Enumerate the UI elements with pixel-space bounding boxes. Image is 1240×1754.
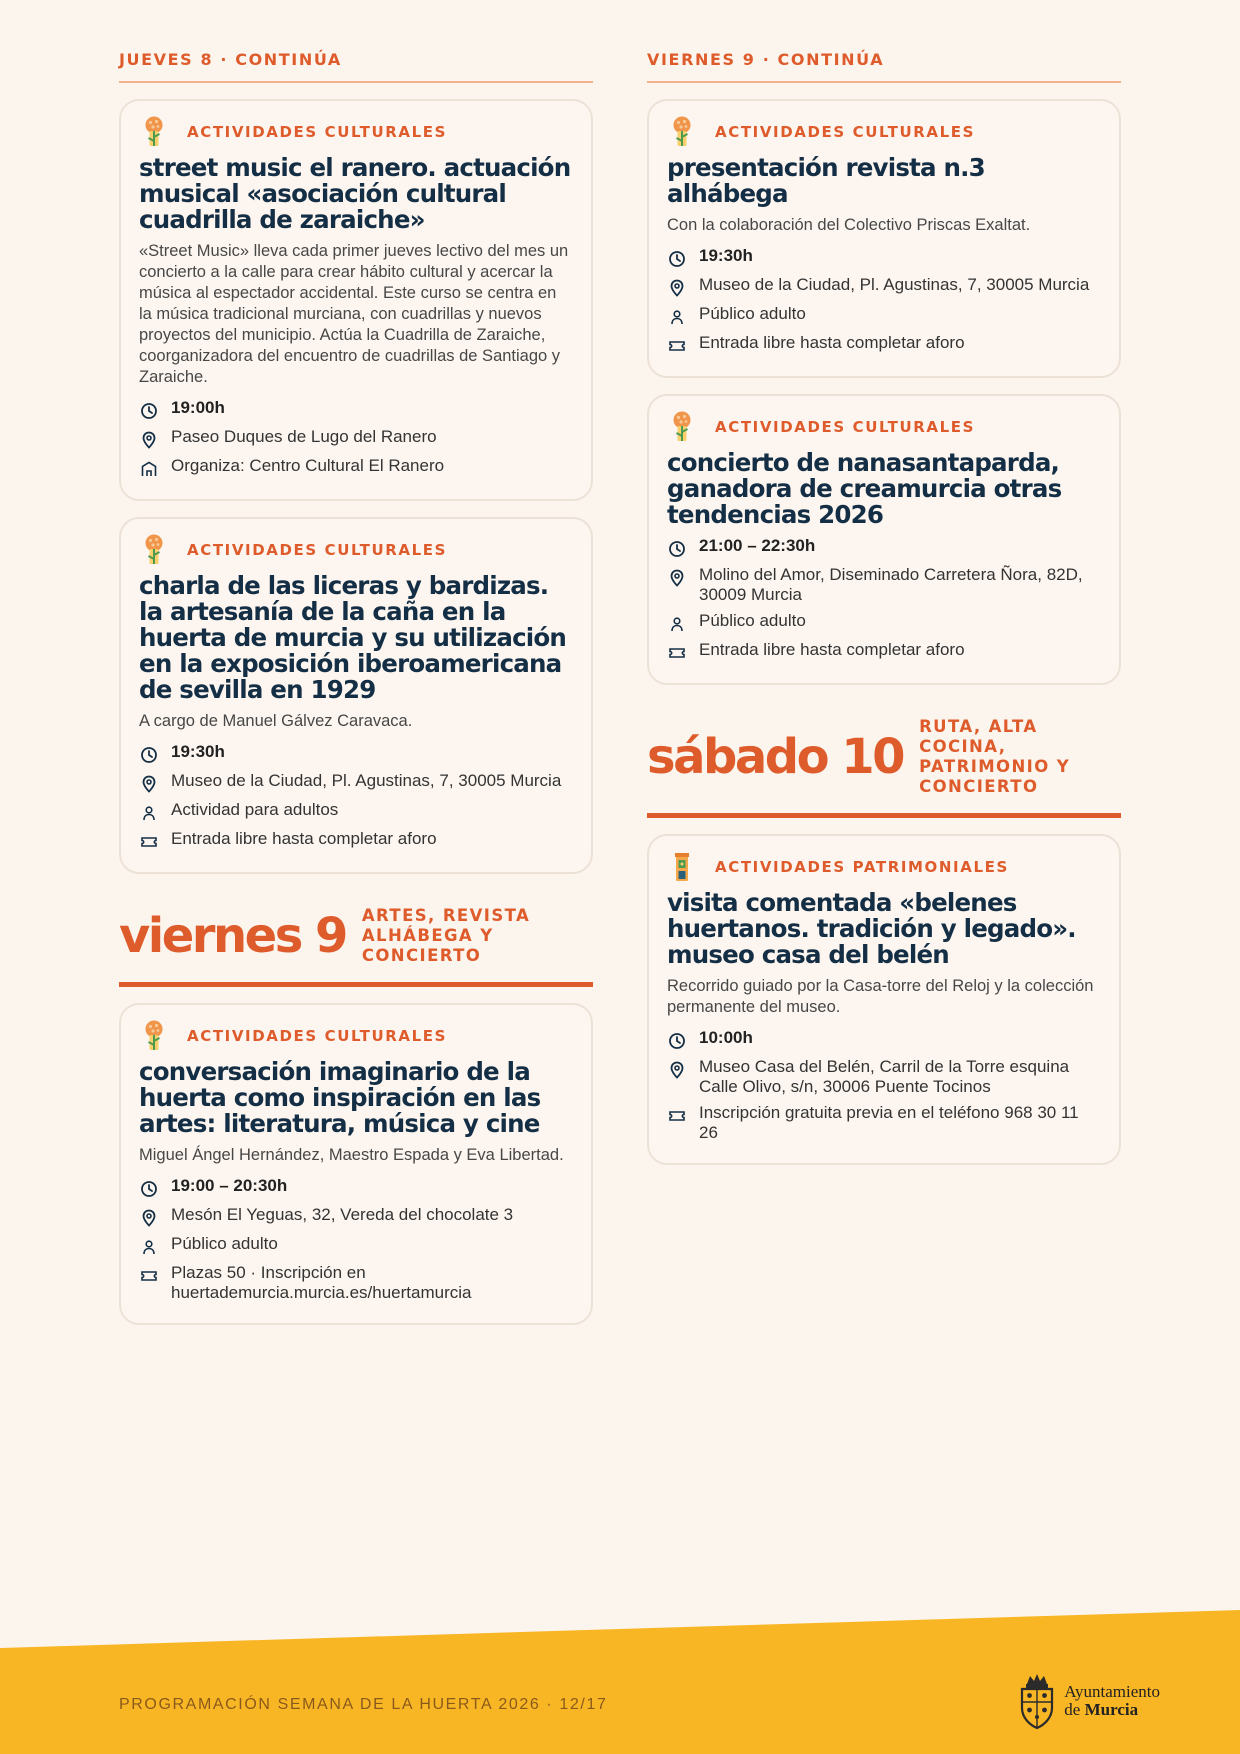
event-description: Recorrido guiado por la Casa-torre del Reloj y la colección permanente del museo. (667, 977, 1094, 1016)
clock-icon (139, 745, 159, 765)
event-description: Miguel Ángel Hernández, Maestro Espada y Eva Libertad. (139, 1146, 564, 1164)
event-title: conversación imaginario de la huerta como inspiración en las artes: literatura, música y cine (139, 1057, 541, 1138)
event-place (139, 427, 573, 450)
event-time (667, 1028, 1101, 1051)
audience-text: Público adulto (699, 611, 806, 630)
day-subtitle-line: CONCIERTO (361, 946, 482, 965)
location-pin-icon (667, 1060, 687, 1080)
event-title: concierto de nanasantaparda, ganadora de creamurcia otras tendencias 2026 (667, 448, 1062, 529)
audience-text: Público adulto (171, 1234, 278, 1253)
location-pin-icon (667, 568, 687, 588)
event-card (647, 99, 1121, 378)
location-pin-icon (139, 774, 159, 794)
event-title: presentación revista n.3 alhábega (667, 153, 985, 208)
time-text: 10:00h (699, 1028, 753, 1047)
logo-text (1064, 1683, 1160, 1719)
event-time (667, 246, 1101, 269)
clock-icon (667, 1031, 687, 1051)
event-card (647, 834, 1121, 1165)
event-title: visita comentada «belenes huertanos. tradición y legado». museo casa del belén (667, 888, 1076, 969)
ticket-text: Entrada libre hasta completar aforo (699, 640, 965, 659)
time-text: 19:30h (171, 742, 225, 761)
footer (0, 1610, 1240, 1754)
place-text: Museo de la Ciudad, Pl. Agustinas, 7, 30005 Murcia (171, 771, 562, 790)
event-card (119, 517, 593, 874)
footer-text: PROGRAMACIÓN SEMANA DE LA HUERTA 2026 · 12/17 (119, 1696, 608, 1713)
clock-icon (139, 401, 159, 421)
event-place (139, 1205, 573, 1228)
flower-icon (667, 410, 697, 444)
event-card (119, 99, 593, 501)
day-heading (119, 906, 593, 987)
ayuntamiento-logo (1016, 1672, 1160, 1730)
location-pin-icon (667, 278, 687, 298)
day-name: sábado 10 (647, 729, 904, 785)
category-row (139, 535, 573, 565)
ticket-icon (667, 336, 687, 356)
ticket-icon (667, 643, 687, 663)
left-column (119, 0, 593, 1325)
event-ticket (139, 829, 573, 852)
building-icon (667, 850, 697, 884)
ticket-icon (139, 1266, 159, 1286)
continue-heading: JUEVES 8 · CONTINÚA (119, 50, 593, 83)
category-label: ACTIVIDADES CULTURALES (715, 418, 976, 436)
place-text: Mesón El Yeguas, 32, Vereda del chocolate 3 (171, 1205, 514, 1224)
event-ticket (667, 333, 1101, 356)
place-text: Museo Casa del Belén, Carril de la Torre esquina Calle Olivo, s/n, 30006 Puente Tocinos (699, 1057, 1070, 1096)
event-organizer (139, 456, 573, 479)
day-subtitle (919, 717, 1121, 797)
person-icon (139, 803, 159, 823)
person-icon (667, 307, 687, 327)
category-label: ACTIVIDADES CULTURALES (187, 123, 448, 141)
place-text: Museo de la Ciudad, Pl. Agustinas, 7, 30005 Murcia (699, 275, 1090, 294)
event-audience (667, 304, 1101, 327)
right-column (647, 0, 1121, 1165)
category-row (139, 117, 573, 147)
ticket-text: Entrada libre hasta completar aforo (699, 333, 965, 352)
day-subtitle-line: ALHÁBEGA Y (361, 926, 494, 945)
audience-text: Público adulto (699, 304, 806, 323)
continue-heading: VIERNES 9 · CONTINÚA (647, 50, 1121, 83)
day-subtitle-line: CONCIERTO (919, 777, 1039, 796)
category-label: ACTIVIDADES CULTURALES (715, 123, 976, 141)
event-time (139, 398, 573, 421)
person-icon (139, 1237, 159, 1257)
event-audience (667, 611, 1101, 634)
event-time (139, 1176, 573, 1199)
place-text: Paseo Duques de Lugo del Ranero (171, 427, 437, 446)
logo-line-1: Ayuntamiento (1064, 1682, 1160, 1701)
event-card (119, 1003, 593, 1325)
category-label: ACTIVIDADES CULTURALES (187, 541, 448, 559)
event-description: Con la colaboración del Colectivo Priscas Exaltat. (667, 216, 1031, 234)
time-text: 19:30h (699, 246, 753, 265)
logo-line-2-prefix: de (1064, 1700, 1085, 1719)
flower-icon (139, 1019, 169, 1053)
organizer-text: Organiza: Centro Cultural El Ranero (171, 456, 445, 475)
flower-icon (667, 115, 697, 149)
day-subtitle-line: PATRIMONIO Y (919, 757, 1071, 776)
flower-icon (139, 115, 169, 149)
category-label: ACTIVIDADES CULTURALES (187, 1027, 448, 1045)
event-place (667, 1057, 1101, 1097)
ticket-icon (667, 1106, 687, 1126)
location-pin-icon (139, 1208, 159, 1228)
event-ticket (139, 1263, 573, 1303)
event-audience (139, 1234, 573, 1257)
day-subtitle-line: ARTES, REVISTA (361, 906, 531, 925)
event-description: «Street Music» lleva cada primer jueves lectivo del mes un concierto a la calle para crear hábito cultural y acercar la música al espectador accidental. Este curso se centra en la música tradicional murciana, con cuadrillas y nuevos proyectos del municipio. Actúa la Cuadrilla de Zaraiche, coorganizadora del encuentro de cuadrillas de Santiago y Zaraiche. (139, 242, 569, 386)
category-row (667, 117, 1101, 147)
category-row (667, 852, 1101, 882)
coat-of-arms-icon (1016, 1672, 1058, 1730)
event-ticket (667, 640, 1101, 663)
ticket-text: Inscripción gratuita previa en el teléfono 968 30 11 26 (699, 1103, 1079, 1142)
event-card (647, 394, 1121, 685)
day-name: viernes 9 (119, 908, 346, 964)
ticket-text: Plazas 50 · Inscripción en huertademurcia.murcia.es/huertamurcia (171, 1263, 472, 1302)
event-title: street music el ranero. actuación musical «asociación cultural cuadrilla de zaraiche» (139, 153, 571, 234)
event-place (667, 275, 1101, 298)
day-subtitle-line: RUTA, ALTA COCINA, (919, 717, 1038, 756)
time-text: 19:00h (171, 398, 225, 417)
event-time (667, 536, 1101, 559)
person-icon (667, 614, 687, 634)
category-row (667, 412, 1101, 442)
event-description: A cargo de Manuel Gálvez Caravaca. (139, 712, 413, 730)
event-time (139, 742, 573, 765)
audience-text: Actividad para adultos (171, 800, 339, 819)
ticket-text: Entrada libre hasta completar aforo (171, 829, 437, 848)
event-place (139, 771, 573, 794)
event-title: charla de las liceras y bardizas. la artesanía de la caña en la huerta de murcia y su utilización en la exposición iberoamericana de sevilla en 1929 (139, 571, 567, 704)
ticket-icon (139, 832, 159, 852)
time-text: 19:00 – 20:30h (171, 1176, 288, 1195)
event-place (667, 565, 1101, 605)
clock-icon (139, 1179, 159, 1199)
event-audience (139, 800, 573, 823)
category-label: ACTIVIDADES PATRIMONIALES (715, 858, 1009, 876)
day-heading (647, 717, 1121, 818)
day-subtitle (362, 906, 530, 966)
location-pin-icon (139, 430, 159, 450)
event-ticket (667, 1103, 1101, 1143)
category-row (139, 1021, 573, 1051)
building-icon (139, 459, 159, 479)
time-text: 21:00 – 22:30h (699, 536, 816, 555)
logo-line-2 (1064, 1701, 1160, 1719)
flower-icon (139, 533, 169, 567)
logo-line-2-bold: Murcia (1084, 1700, 1139, 1719)
clock-icon (667, 249, 687, 269)
place-text: Molino del Amor, Diseminado Carretera Ñora, 82D, 30009 Murcia (699, 565, 1083, 604)
clock-icon (667, 539, 687, 559)
